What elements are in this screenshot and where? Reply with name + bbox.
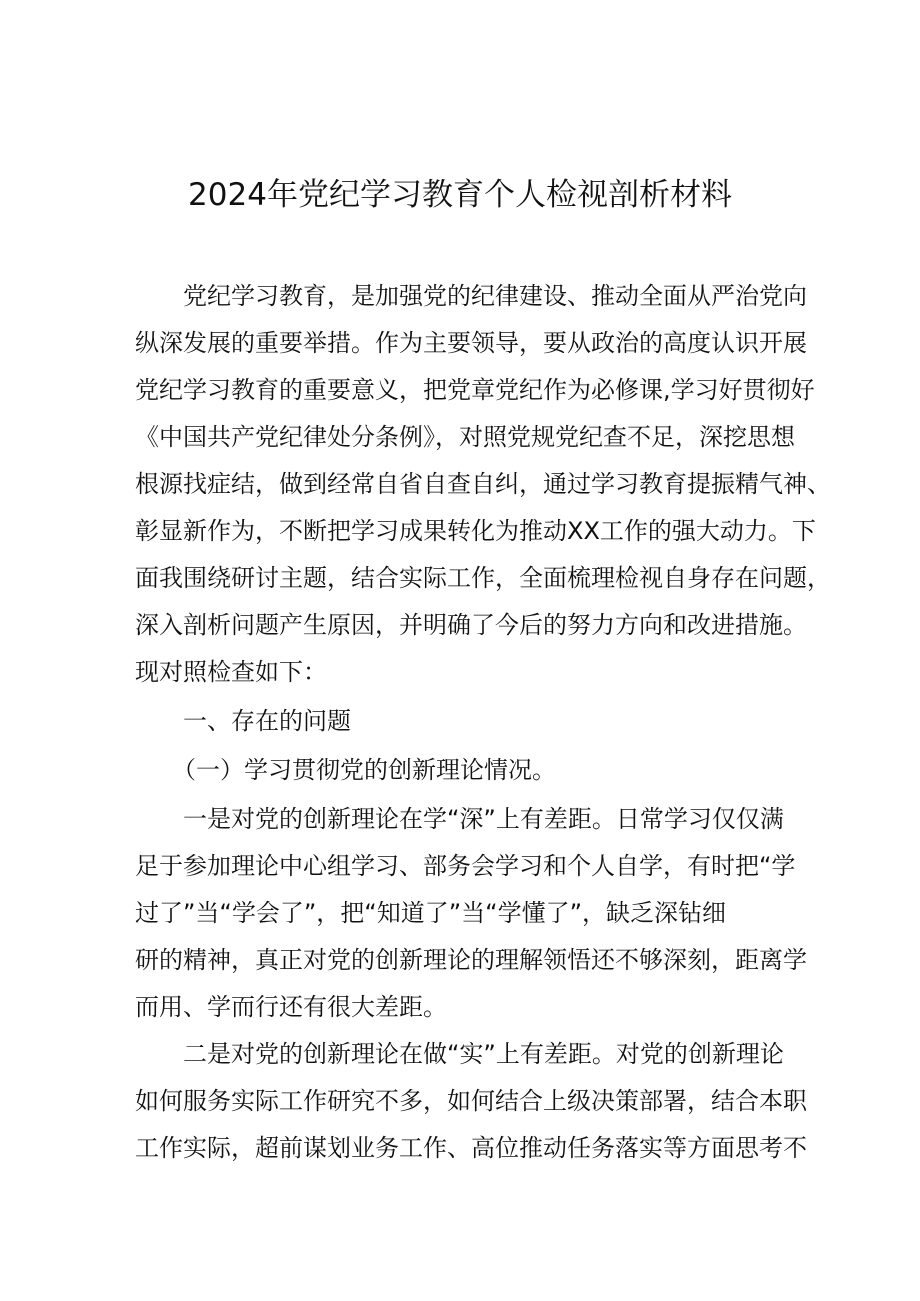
document-title: 2024年党纪学习教育个人检视剖析材料 [188, 177, 732, 213]
paragraph-line: 一是对党的创新理论在学“深”上有差距。日常学习仅仅满 [183, 805, 784, 833]
paragraph-line: 足于参加理论中心组学习、部务会学习和个人自学，有时把“学 [135, 852, 796, 880]
paragraph-line: 深入剖析问题产生原因，并明确了今后的努力方向和改进措施。 [135, 611, 807, 639]
section-heading: 一、存在的问题 [183, 707, 351, 735]
paragraph-line: 面我围绕研讨主题，结合实际工作，全面梳理检视自身存在问题， [135, 564, 831, 592]
paragraph-line: 研的精神，真正对党的创新理论的理解领悟还不够深刻，距离学 [135, 946, 807, 974]
paragraph-line: 党纪学习教育，是加强党的纪律建设、推动全面从严治党向 [183, 282, 807, 310]
subsection-heading: （一）学习贯彻党的创新理论情况。 [172, 756, 556, 784]
paragraph-line: 二是对党的创新理论在做“实”上有差距。对党的创新理论 [183, 1040, 784, 1068]
paragraph-line: 《中国共产党纪律处分条例》，对照党规党纪查不足，深挖思想 [135, 423, 795, 451]
paragraph-line: 过了”当“学会了”，把“知道了”当“学懂了”，缺乏深钻细 [135, 899, 727, 927]
paragraph-line: 如何服务实际工作研究不多，如何结合上级决策部署，结合本职 [135, 1087, 807, 1115]
paragraph-line: 彰显新作为，不断把学习成果转化为推动XX工作的强大动力。下 [135, 517, 816, 545]
paragraph-line: 纵深发展的重要举措。作为主要领导，要从政治的高度认识开展 [135, 329, 807, 357]
paragraph-line: 党纪学习教育的重要意义，把党章党纪作为必修课,学习好贯彻好 [135, 376, 815, 404]
paragraph-line: 根源找症结，做到经常自省自查自纠，通过学习教育提振精气神、 [135, 470, 831, 498]
paragraph-line: 现对照检查如下： [135, 658, 327, 686]
paragraph-line: 工作实际，超前谋划业务工作、高位推动任务落实等方面思考不 [135, 1134, 807, 1162]
paragraph-line: 而用、学而行还有很大差距。 [135, 993, 447, 1021]
